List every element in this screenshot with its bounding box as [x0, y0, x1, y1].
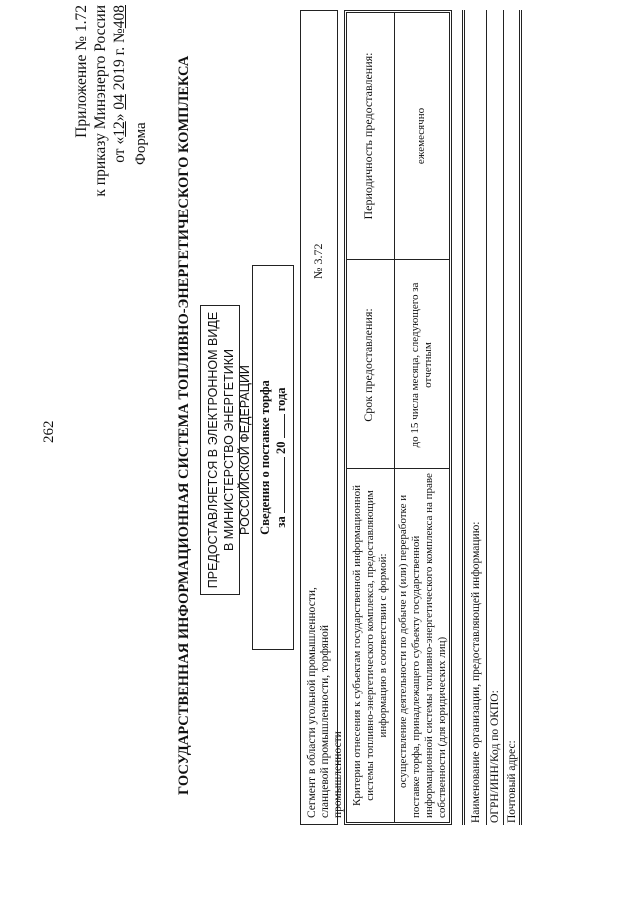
header-deadline: Срок предоставления: — [361, 308, 375, 422]
value-criteria: осуществление деятельности по добыче и (или) переработке и поставке торфа, принадлежащего субъекту государственной информационной системы топливно-энергетического комплекса на праве собственности (для юридических лиц) — [397, 473, 448, 818]
submission-line-2: В МИНИСТЕРСТВО ЭНЕРГЕТИКИ РОССИЙСКОЙ ФЕДЕРАЦИИ — [222, 348, 252, 552]
col-divider-2 — [347, 259, 449, 260]
form-label: Форма — [133, 122, 149, 165]
header-criteria: Критерии отнесения к субъектам государственной информационной системы топливно-энергетического комплекса, предоставляющим информацию в соответствии с формой: — [351, 484, 389, 807]
org-divider-1 — [486, 10, 487, 825]
appendix-line-2: к приказу Минэнерго России — [92, 5, 109, 197]
appendix-sep: » — [111, 109, 128, 122]
main-title: ГОСУДАРСТВЕННАЯ ИНФОРМАЦИОННАЯ СИСТЕМА ТОПЛИВНО-ЭНЕРГЕТИЧЕСКОГО КОМПЛЕКСА — [176, 55, 192, 795]
submission-box — [200, 305, 252, 595]
segment-text: Сегмент в области угольной промышленности, сланцевой промышленности, торфяной промышленности — [306, 587, 344, 818]
page-number: 262 — [41, 420, 57, 443]
appendix-line-3 — [110, 5, 129, 205]
report-period — [273, 266, 289, 649]
appendix-date-prefix: от « — [111, 136, 128, 163]
year-blank — [273, 414, 285, 438]
org-name-label: Наименование организации, предоставляющей информацию: — [470, 521, 482, 823]
appendix-day: 12 — [111, 121, 128, 137]
segment-form-number: № 3.72 — [311, 243, 325, 279]
submission-line-1: ПРЕДОСТАВЛЯЕТСЯ В ЭЛЕКТРОННОМ ВИДЕ — [206, 311, 220, 589]
col-divider-1 — [347, 468, 449, 469]
appendix-block — [72, 5, 129, 205]
appendix-year: 2019 г. № — [111, 28, 128, 95]
org-address-label: Почтовый адрес: — [506, 740, 518, 823]
appendix-month: 04 — [111, 94, 128, 110]
org-ogrn-label: ОГРН/ИНН/Код по ОКПО: — [489, 690, 501, 823]
value-frequency: ежемесячно — [415, 107, 427, 165]
org-divider-2 — [503, 10, 504, 825]
report-period-year: 20 — [274, 441, 288, 455]
criteria-table — [344, 10, 452, 825]
value-deadline: до 15 числа месяца, следующего за отчетным — [409, 282, 434, 448]
appendix-line-1: Приложение № 1.72 — [73, 5, 90, 138]
report-title: Сведения о поставке торфа — [258, 380, 272, 535]
appendix-number: 408 — [111, 5, 128, 29]
org-fields — [462, 10, 522, 825]
report-title-box — [252, 265, 294, 650]
header-frequency: Периодичность предоставления: — [361, 52, 375, 220]
period-blank — [273, 457, 285, 513]
report-period-suffix: года — [274, 387, 288, 412]
segment-box — [300, 10, 344, 825]
row-divider — [394, 13, 395, 822]
report-period-prefix: за — [274, 516, 288, 528]
